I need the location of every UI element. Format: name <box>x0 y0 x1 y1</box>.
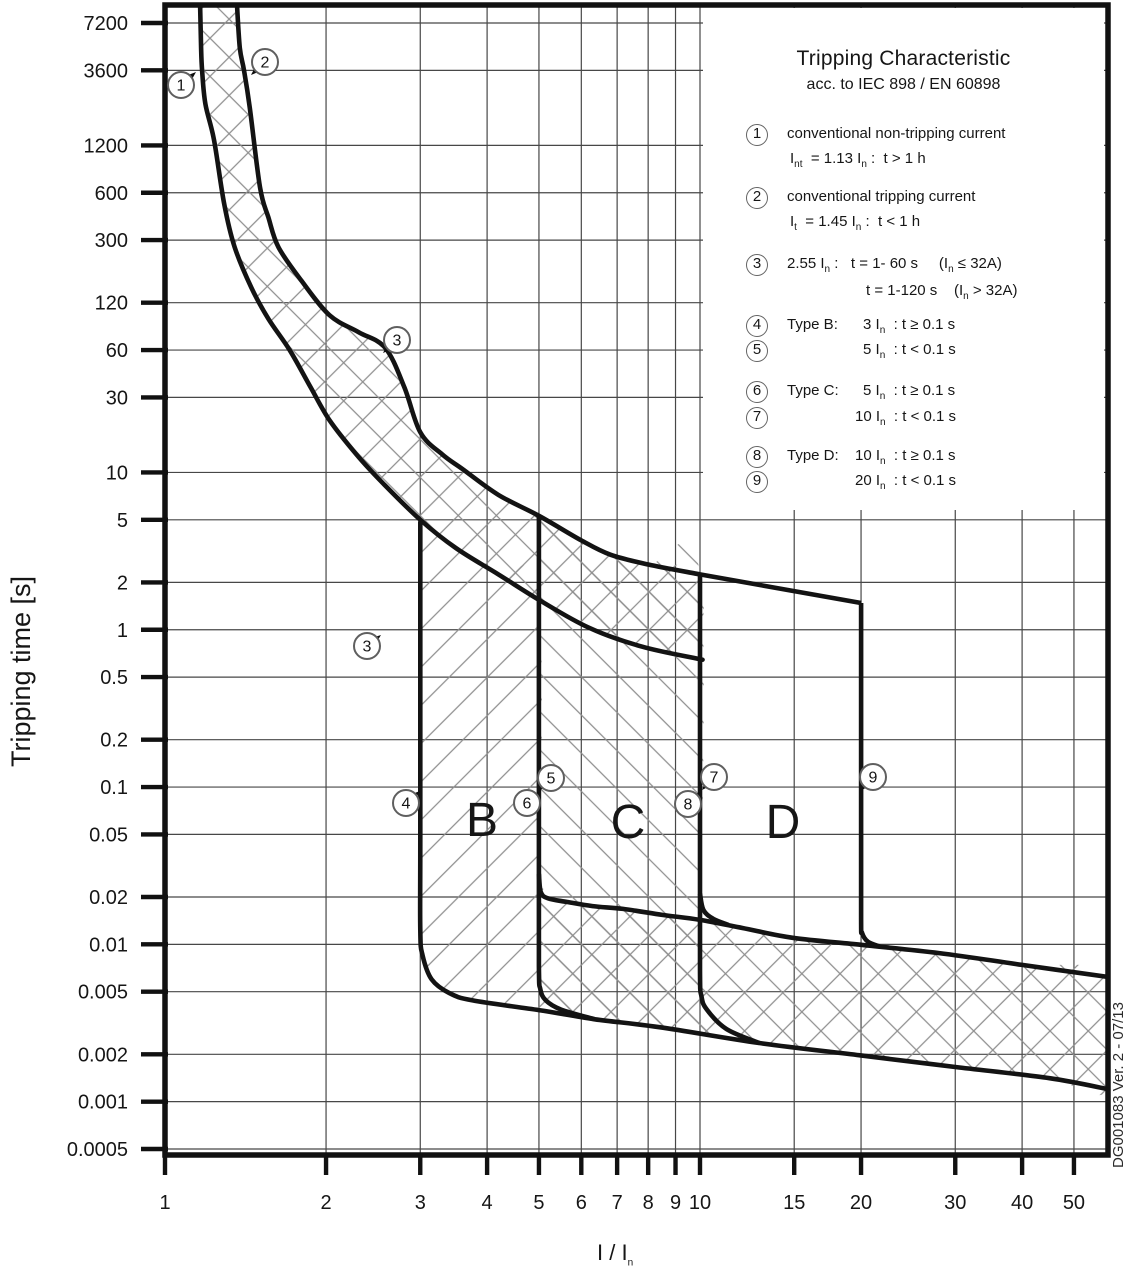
y-tick-label: 5 <box>116 509 128 532</box>
y-tick-label: 1200 <box>83 135 128 158</box>
x-tick-label: 10 <box>688 1192 712 1214</box>
y-tick-label: 0.02 <box>89 887 128 910</box>
annotation-3 <box>354 633 381 659</box>
legend-item-8-line-2: 10 $I_n$ : t ≥ 0.1 s <box>855 447 956 467</box>
x-tick-label: 1 <box>159 1192 171 1214</box>
y-tick-label: 300 <box>94 230 128 253</box>
x-tick-label: 15 <box>783 1192 806 1214</box>
region-letter-C: C <box>610 796 646 849</box>
y-tick-label: 30 <box>105 387 128 410</box>
annotation-number: 2 <box>260 54 270 72</box>
y-tick-label: 60 <box>105 340 128 363</box>
legend-item-4-line-1: Type B: <box>787 316 838 333</box>
legend-item-3-line-1: 2.55 $I_n$ : t = 1- 60 s $(I_n \le 32A)$ <box>787 255 1002 275</box>
legend-item-2-line-2: $I_t = 1.45$ $I_n$ : t < 1 h <box>790 213 921 233</box>
annotation-4 <box>393 790 420 816</box>
annotation-number: 1 <box>176 77 186 95</box>
annotation-number: 6 <box>522 795 532 813</box>
region-letter-D: D <box>765 796 801 849</box>
annotation-8 <box>675 791 701 817</box>
x-tick-label: 9 <box>669 1192 682 1214</box>
legend-item-5-circle: 5 <box>746 340 768 362</box>
y-tick-label: 0.5 <box>100 667 128 690</box>
y-tick-label: 10 <box>105 462 128 485</box>
y-tick-label: 600 <box>94 182 128 205</box>
y-axis-title: Tripping time [s] <box>6 575 36 767</box>
y-tick-label: 2 <box>116 572 128 595</box>
legend-background <box>703 8 1104 510</box>
legend-item-1-line-2: $I_{nt} = 1.13$ $I_n$ : t > 1 h <box>790 150 926 170</box>
legend-item-7-circle: 7 <box>746 407 768 429</box>
y-tick-label: 0.0005 <box>66 1139 128 1162</box>
annotation-number: 7 <box>709 769 719 787</box>
legend-item-3-line-2: t = 1-120 s $(I_n > 32A)$ <box>866 282 1018 302</box>
annotation-number: 4 <box>401 795 411 813</box>
legend-item-1-circle: 1 <box>746 124 768 146</box>
annotation-number: 8 <box>683 796 693 814</box>
legend-subtitle: acc. to IEC 898 / EN 60898 <box>806 76 1001 93</box>
legend-item-8-circle: 8 <box>746 446 768 468</box>
y-tick-label: 0.001 <box>77 1091 128 1114</box>
legend-item-2-circle: 2 <box>746 187 768 209</box>
y-tick-label: 0.01 <box>89 934 128 957</box>
x-tick-label: 7 <box>611 1192 623 1214</box>
annotation-9 <box>860 764 886 790</box>
y-tick-label: 7200 <box>83 13 128 35</box>
legend-item-6-line-2: 5 $I_n$ : t ≥ 0.1 s <box>863 382 956 402</box>
x-tick-label: 4 <box>481 1192 493 1214</box>
x-tick-label: 3 <box>414 1192 426 1214</box>
annotation-3 <box>383 327 410 353</box>
x-tick-label: 20 <box>849 1192 873 1214</box>
y-tick-label: 0.05 <box>89 824 128 847</box>
y-tick-label: 0.005 <box>77 981 128 1004</box>
annotation-7 <box>701 764 727 790</box>
legend-item-4-circle: 4 <box>746 315 768 337</box>
x-tick-label: 8 <box>642 1192 654 1214</box>
annotation-2 <box>251 49 278 75</box>
legend-item-5-line-1: 5 $I_n$ : t < 0.1 s <box>863 341 956 361</box>
x-tick-label: 6 <box>575 1192 587 1214</box>
x-tick-label: 50 <box>1062 1192 1086 1214</box>
annotation-number: 9 <box>868 769 878 787</box>
x-tick-label: 5 <box>533 1192 545 1214</box>
legend-item-3-circle: 3 <box>746 254 768 276</box>
legend-title: Tripping Characteristic <box>796 47 1011 70</box>
legend-item-9-circle: 9 <box>746 471 768 493</box>
annotation-number: 3 <box>392 332 402 350</box>
legend-item-1-line-1: conventional non-tripping current <box>787 125 1006 142</box>
y-tick-label: 120 <box>94 292 128 315</box>
y-tick-label: 1 <box>116 619 128 642</box>
region-letter-B: B <box>465 794 499 847</box>
annotation-number: 5 <box>546 770 556 788</box>
x-axis-title: I / $I_n$ <box>597 1240 634 1269</box>
y-tick-label: 0.2 <box>100 729 128 752</box>
x-tick-label: 2 <box>320 1192 332 1214</box>
annotation-6 <box>514 790 540 816</box>
legend-item-6-circle: 6 <box>746 381 768 403</box>
y-tick-label: 0.002 <box>77 1044 128 1067</box>
document-code: DG001083 Ver. 2 - 07/13 <box>1110 1002 1127 1168</box>
legend-item-9-line-1: 20 $I_n$ : t < 0.1 s <box>855 472 957 492</box>
y-tick-label: 3600 <box>83 60 128 83</box>
legend-item-8-line-1: Type D: <box>787 447 839 464</box>
x-tick-label: 40 <box>1010 1192 1034 1214</box>
legend-item-6-line-1: Type C: <box>787 382 839 399</box>
annotation-5 <box>538 765 564 791</box>
legend-item-7-line-1: 10 $I_n$ : t < 0.1 s <box>855 408 957 428</box>
x-tick-label: 30 <box>944 1192 967 1214</box>
legend-item-4-line-2: 3 $I_n$ : t ≥ 0.1 s <box>863 316 956 336</box>
legend-item-2-line-1: conventional tripping current <box>787 188 976 205</box>
y-tick-label: 0.1 <box>100 777 128 800</box>
annotation-number: 3 <box>362 638 372 656</box>
